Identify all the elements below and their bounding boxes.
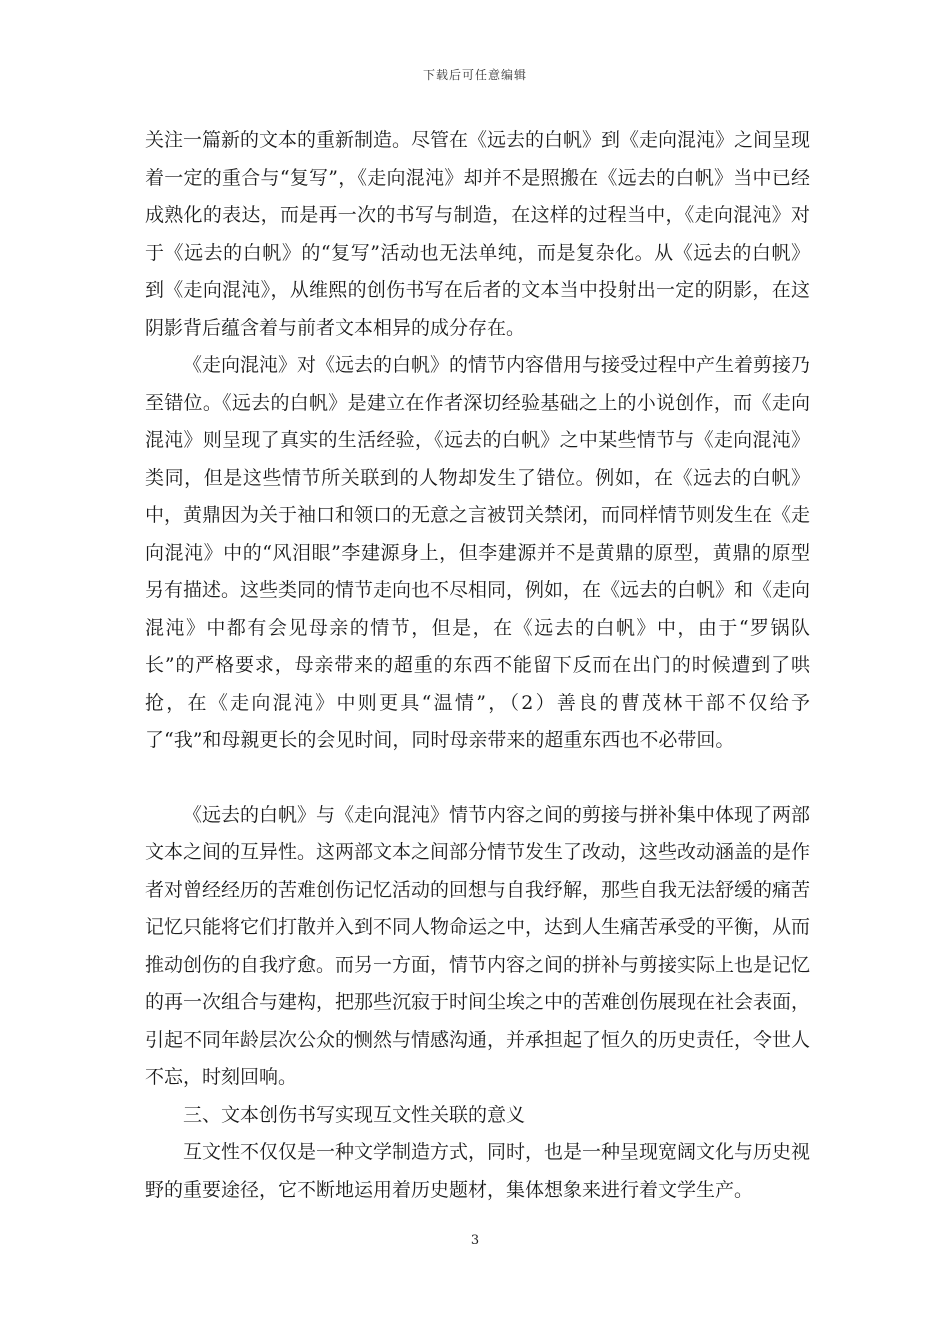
section-heading: 三、文本创伤书写实现互文性关联的意义 — [183, 1103, 526, 1126]
paragraph-1: 关注一篇新的文本的重新制造。尽管在《远去的白帆》到《走向混沌》之间呈现着一定的重合与“复写”，《走向混沌》却并不是照搬在《远去的白帆》当中已经成熟化的表达，而是再一次的书写与制造，在这样的过程当中，《走向混沌》对于《远去的白帆》的“复写”活动也无法单纯，而是复杂化。从《远去的白帆》到《走向混沌》，从维熙的创伤书写在后者的文本当中投射出一定的阴影，在这阴影背后蕴含着与前者文本相异的成分存在。 — [145, 129, 811, 339]
paragraph-4: 互文性不仅仅是一种文学制造方式，同时，也是一种呈现宽阔文化与历史视野的重要途径，它不断地运用着历史题材，集体想象来进行着文学生产。 — [145, 1141, 811, 1201]
paragraph-2: 《走向混沌》对《远去的白帆》的情节内容借用与接受过程中产生着剪接乃至错位。《远去的白帆》是建立在作者深切经验基础之上的小说创作，而《走向混沌》则呈现了真实的生活经验，《远去的白帆》之中某些情节与《走向混沌》类同，但是这些情节所关联到的人物却发生了错位。例如，在《远去的白帆》中，黄鼎因为关于袖口和领口的无意之言被罚关禁闭，而同样情节则发生在《走向混沌》中的“风泪眼”李建源身上，但李建源并不是黄鼎的原型，黄鼎的原型另有描述。这些类同的情节走向也不尽相同，例如，在《远去的白帆》和《走向混沌》中都有会见母亲的情节，但是，在《远去的白帆》中，由于“罗锅队长”的严格要求，母亲带来的超重的东西不能留下反而在出门的时候遭到了哄抢，在《走向混沌》中则更具“温情”，（2）善良的曹茂林干部不仅给予了“我”和母親更长的会见时间，同时母亲带来的超重东西也不必带回。 — [145, 354, 811, 751]
page-header: 下载后可任意编辑 — [422, 68, 527, 82]
document-body — [145, 122, 810, 1209]
paragraph-3: 《远去的白帆》与《走向混沌》情节内容之间的剪接与拼补集中体现了两部文本之间的互异性。这两部文本之间部分情节发生了改动，这些改动涵盖的是作者对曾经经历的苦难创伤记忆活动的回想与自我纾解，那些自我无法舒缓的痛苦记忆只能将它们打散并入到不同人物命运之中，达到人生痛苦承受的平衡，从而推动创伤的自我疗愈。而另一方面，情节内容之间的拼补与剪接实际上也是记忆的再一次组合与建构，把那些沉寂于时间尘埃之中的苦难创伤展现在社会表面，引起不同年龄层次公众的恻然与情感沟通，并承担起了恒久的历史责任，令世人不忘，时刻回响。 — [145, 803, 811, 1088]
page-number: 3 — [470, 1233, 480, 1248]
